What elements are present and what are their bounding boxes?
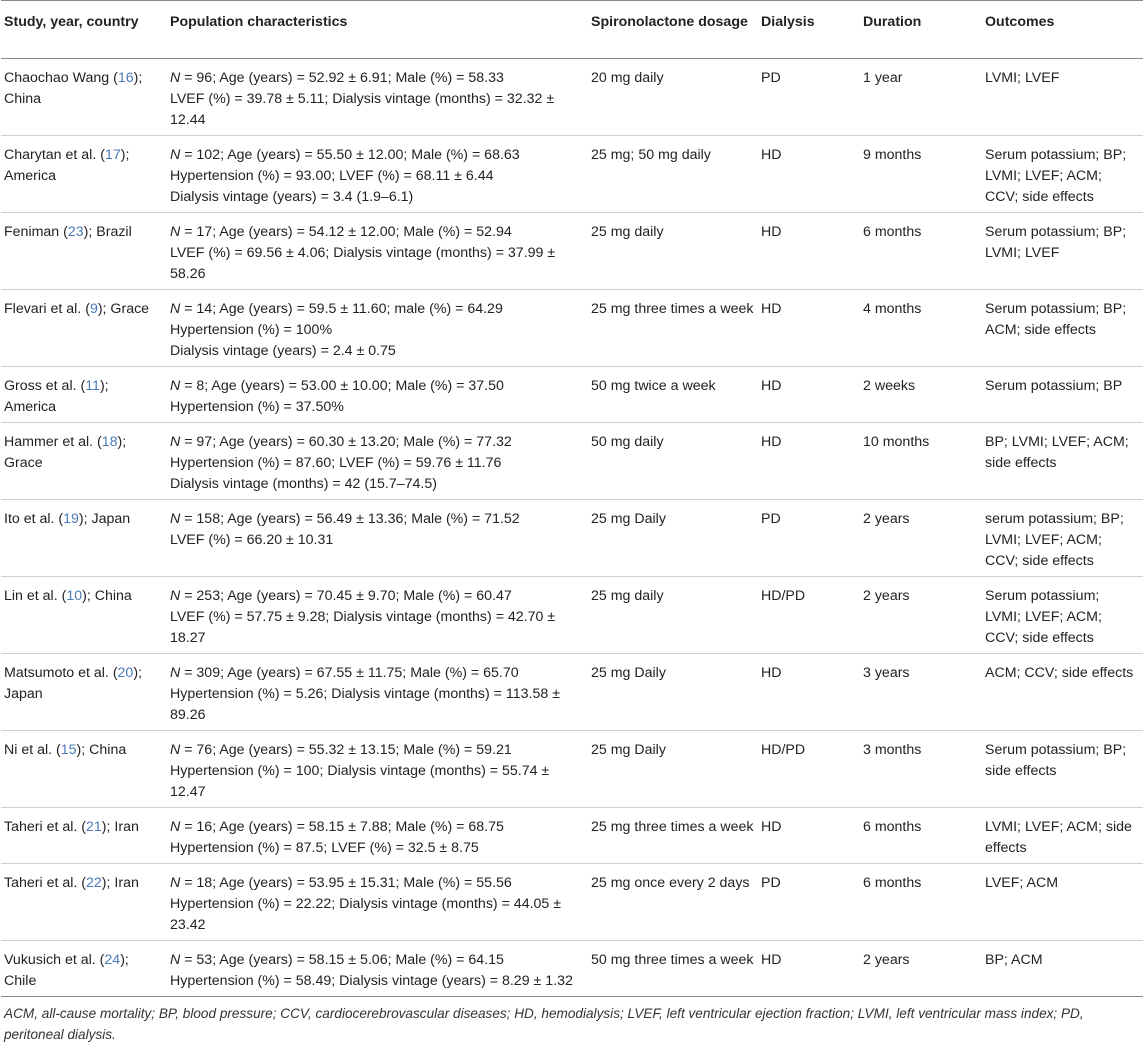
population-line: Hypertension (%) = 93.00; LVEF (%) = 68.11 ± 6.44 xyxy=(170,168,494,184)
table-row xyxy=(1,500,1143,577)
table-row xyxy=(1,577,1143,654)
population-line: N = 18; Age (years) = 53.95 ± 15.31; Male (%) = 55.56 xyxy=(170,875,512,891)
cell-outcomes: Serum potassium; BP xyxy=(985,378,1123,394)
header-population: Population characteristics xyxy=(167,1,588,59)
cell-duration: 10 months xyxy=(863,434,930,450)
cell-dialysis: HD xyxy=(761,147,782,163)
cell-population xyxy=(167,290,588,367)
study-country: ); Grace xyxy=(4,434,127,471)
population-line: LVEF (%) = 69.56 ± 4.06; Dialysis vintage (months) = 37.99 ± 58.26 xyxy=(170,245,556,282)
cell-population xyxy=(167,423,588,500)
cell-duration: 2 years xyxy=(863,952,910,968)
cell-outcomes: Serum potassium; BP; LVMI; LVEF; ACM; CCV; side effects xyxy=(985,147,1127,205)
cell-dialysis: PD xyxy=(761,511,781,527)
population-line: N = 96; Age (years) = 52.92 ± 6.91; Male (%) = 58.33 xyxy=(170,70,504,86)
cell-outcomes: LVMI; LVEF; ACM; side effects xyxy=(985,819,1132,856)
cell-duration: 3 years xyxy=(863,665,910,681)
population-line: Hypertension (%) = 58.49; Dialysis vintage (years) = 8.29 ± 1.32 xyxy=(170,973,573,989)
population-line: LVEF (%) = 57.75 ± 9.28; Dialysis vintage (months) = 42.70 ± 18.27 xyxy=(170,609,556,646)
population-line: N = 17; Age (years) = 54.12 ± 12.00; Male (%) = 52.94 xyxy=(170,224,512,240)
cell-dosage: 25 mg; 50 mg daily xyxy=(591,147,711,163)
table-body xyxy=(1,59,1143,997)
cell-dosage: 25 mg Daily xyxy=(591,742,666,758)
study-name: Vukusich et al. ( xyxy=(4,952,105,968)
cell-duration: 6 months xyxy=(863,224,922,240)
table-row xyxy=(1,731,1143,808)
cell-population xyxy=(167,577,588,654)
table-row xyxy=(1,290,1143,367)
cell-outcomes: Serum potassium; LVMI; LVEF; ACM; CCV; side effects xyxy=(985,588,1102,646)
study-name: Charytan et al. ( xyxy=(4,147,105,163)
cell-duration: 2 weeks xyxy=(863,378,916,394)
population-line: Hypertension (%) = 100% xyxy=(170,322,333,338)
header-dialysis: Dialysis xyxy=(758,1,860,59)
study-country: ); Japan xyxy=(4,665,142,702)
study-name: Gross et al. ( xyxy=(4,378,86,394)
cell-dosage: 25 mg three times a week xyxy=(591,819,754,835)
cell-outcomes: BP; LVMI; LVEF; ACM; side effects xyxy=(985,434,1129,471)
study-name: Ni et al. ( xyxy=(4,742,61,758)
study-country: ); Iran xyxy=(101,819,139,835)
population-line: Hypertension (%) = 87.60; LVEF (%) = 59.76 ± 11.76 xyxy=(170,455,502,471)
population-line: LVEF (%) = 66.20 ± 10.31 xyxy=(170,532,334,548)
reference-link[interactable]: 16 xyxy=(117,70,134,86)
population-line: N = 97; Age (years) = 60.30 ± 13.20; Male (%) = 77.32 xyxy=(170,434,512,450)
reference-link[interactable]: 9 xyxy=(89,301,98,317)
table-row xyxy=(1,136,1143,213)
population-line: N = 253; Age (years) = 70.45 ± 9.70; Male (%) = 60.47 xyxy=(170,588,512,604)
population-line: Hypertension (%) = 100; Dialysis vintage (months) = 55.74 ± 12.47 xyxy=(170,763,550,800)
table-row xyxy=(1,941,1143,997)
study-name: Taheri et al. ( xyxy=(4,875,87,891)
cell-study xyxy=(1,136,167,213)
table-footnote: ACM, all-cause mortality; BP, blood pressure; CCV, cardiocerebrovascular diseases; HD, hemodialysis; LVEF, left ventricular ejection fraction; LVMI, left ventricular mass index; PD, peritoneal dialysis. xyxy=(4,1006,1084,1042)
study-country: ); China xyxy=(82,588,132,604)
population-line: N = 309; Age (years) = 67.55 ± 11.75; Male (%) = 65.70 xyxy=(170,665,519,681)
study-name: Taheri et al. ( xyxy=(4,819,87,835)
cell-study xyxy=(1,367,167,423)
population-line: LVEF (%) = 39.78 ± 5.11; Dialysis vintage (months) = 32.32 ± 12.44 xyxy=(170,91,555,128)
cell-dialysis: HD xyxy=(761,819,782,835)
study-country: ); Brazil xyxy=(83,224,132,240)
population-line: N = 102; Age (years) = 55.50 ± 12.00; Male (%) = 68.63 xyxy=(170,147,520,163)
population-line: Dialysis vintage (years) = 3.4 (1.9–6.1) xyxy=(170,189,414,205)
cell-dosage: 25 mg Daily xyxy=(591,665,666,681)
cell-study xyxy=(1,731,167,808)
table-row xyxy=(1,808,1143,864)
cell-population xyxy=(167,136,588,213)
cell-population xyxy=(167,654,588,731)
cell-dialysis: HD xyxy=(761,378,782,394)
cell-duration: 4 months xyxy=(863,301,922,317)
population-line: N = 76; Age (years) = 55.32 ± 13.15; Male (%) = 59.21 xyxy=(170,742,512,758)
table-header xyxy=(1,1,1143,59)
population-line: Hypertension (%) = 22.22; Dialysis vintage (months) = 44.05 ± 23.42 xyxy=(170,896,562,933)
cell-dialysis: HD/PD xyxy=(761,742,806,758)
table-row xyxy=(1,423,1143,500)
cell-study xyxy=(1,59,167,136)
reference-link[interactable]: 10 xyxy=(66,588,83,604)
cell-population xyxy=(167,808,588,864)
cell-dosage: 25 mg daily xyxy=(591,224,664,240)
cell-population xyxy=(167,941,588,997)
population-line: Dialysis vintage (months) = 42 (15.7–74.5) xyxy=(170,476,437,492)
study-country: ); Grace xyxy=(97,301,150,317)
reference-link[interactable]: 15 xyxy=(60,742,77,758)
reference-link[interactable]: 23 xyxy=(67,224,84,240)
cell-dosage: 25 mg Daily xyxy=(591,511,666,527)
cell-outcomes: Serum potassium; BP; side effects xyxy=(985,742,1127,779)
cell-dosage: 20 mg daily xyxy=(591,70,664,86)
cell-dosage: 25 mg three times a week xyxy=(591,301,754,317)
study-name: Lin et al. ( xyxy=(4,588,67,604)
study-characteristics-table xyxy=(1,0,1143,997)
cell-duration: 2 years xyxy=(863,511,910,527)
header-study: Study, year, country xyxy=(1,1,167,59)
study-country: ); China xyxy=(76,742,127,758)
cell-dialysis: HD xyxy=(761,665,782,681)
study-country: ); Japan xyxy=(78,511,131,527)
study-country: ); China xyxy=(4,70,143,107)
cell-study xyxy=(1,654,167,731)
cell-duration: 2 years xyxy=(863,588,910,604)
cell-outcomes: BP; ACM xyxy=(985,952,1043,968)
cell-dialysis: HD xyxy=(761,952,782,968)
table-row xyxy=(1,367,1143,423)
cell-outcomes: serum potassium; BP; LVMI; LVEF; ACM; CCV; side effects xyxy=(985,511,1124,569)
study-name: Flevari et al. ( xyxy=(4,301,90,317)
population-line: N = 16; Age (years) = 58.15 ± 7.88; Male (%) = 68.75 xyxy=(170,819,504,835)
reference-link[interactable]: 24 xyxy=(104,952,121,968)
cell-study xyxy=(1,864,167,941)
reference-link[interactable]: 19 xyxy=(63,511,79,527)
population-line: N = 53; Age (years) = 58.15 ± 5.06; Male (%) = 64.15 xyxy=(170,952,504,968)
cell-dialysis: PD xyxy=(761,70,781,86)
cell-outcomes: LVMI; LVEF xyxy=(985,70,1060,86)
reference-link[interactable]: 18 xyxy=(101,434,118,450)
study-country: ); Chile xyxy=(4,952,129,989)
cell-study xyxy=(1,500,167,577)
cell-outcomes: Serum potassium; BP; LVMI; LVEF xyxy=(985,224,1127,261)
study-country: ); Iran xyxy=(101,875,139,891)
reference-link[interactable]: 21 xyxy=(86,819,102,835)
table-row xyxy=(1,213,1143,290)
cell-dialysis: HD xyxy=(761,224,782,240)
population-line: Hypertension (%) = 87.5; LVEF (%) = 32.5 ± 8.75 xyxy=(170,840,479,856)
cell-dialysis: HD xyxy=(761,301,782,317)
cell-dosage: 25 mg once every 2 days xyxy=(591,875,750,891)
study-name: Matsumoto et al. ( xyxy=(4,665,118,681)
cell-population xyxy=(167,500,588,577)
reference-link[interactable]: 17 xyxy=(104,147,121,163)
table-row xyxy=(1,654,1143,731)
population-line: N = 158; Age (years) = 56.49 ± 13.36; Male (%) = 71.52 xyxy=(170,511,520,527)
header-row xyxy=(1,1,1143,59)
cell-population xyxy=(167,59,588,136)
header-duration: Duration xyxy=(860,1,982,59)
cell-population xyxy=(167,731,588,808)
header-dosage: Spironolactone dosage xyxy=(588,1,758,59)
cell-dialysis: HD/PD xyxy=(761,588,806,604)
study-name: Ito et al. ( xyxy=(4,511,64,527)
cell-study xyxy=(1,577,167,654)
population-line: Hypertension (%) = 5.26; Dialysis vintage (months) = 113.58 ± 89.26 xyxy=(170,686,560,723)
header-outcomes: Outcomes xyxy=(982,1,1143,59)
table-row xyxy=(1,59,1143,136)
cell-dosage: 50 mg three times a week xyxy=(591,952,754,968)
cell-outcomes: LVEF; ACM xyxy=(985,875,1059,891)
study-name: Feniman ( xyxy=(4,224,68,240)
cell-duration: 3 months xyxy=(863,742,922,758)
reference-link[interactable]: 22 xyxy=(86,875,102,891)
cell-study xyxy=(1,213,167,290)
cell-dosage: 25 mg daily xyxy=(591,588,664,604)
table-row xyxy=(1,864,1143,941)
cell-population xyxy=(167,367,588,423)
cell-dialysis: HD xyxy=(761,434,782,450)
reference-link[interactable]: 11 xyxy=(85,378,100,394)
population-line: Hypertension (%) = 37.50% xyxy=(170,399,344,415)
study-name: Hammer et al. ( xyxy=(4,434,102,450)
study-country: ); America xyxy=(4,378,109,415)
cell-study xyxy=(1,423,167,500)
cell-study xyxy=(1,941,167,997)
cell-population xyxy=(167,213,588,290)
population-line: N = 14; Age (years) = 59.5 ± 11.60; male (%) = 64.29 xyxy=(170,301,503,317)
cell-dialysis: PD xyxy=(761,875,781,891)
study-country: ); America xyxy=(4,147,130,184)
cell-population xyxy=(167,864,588,941)
cell-duration: 6 months xyxy=(863,875,922,891)
cell-outcomes: ACM; CCV; side effects xyxy=(985,665,1134,681)
cell-duration: 6 months xyxy=(863,819,922,835)
population-line: Dialysis vintage (years) = 2.4 ± 0.75 xyxy=(170,343,396,359)
cell-study xyxy=(1,808,167,864)
reference-link[interactable]: 20 xyxy=(117,665,134,681)
study-name: Chaochao Wang ( xyxy=(4,70,118,86)
cell-outcomes: Serum potassium; BP; ACM; side effects xyxy=(985,301,1127,338)
cell-dosage: 50 mg twice a week xyxy=(591,378,716,394)
cell-duration: 9 months xyxy=(863,147,922,163)
cell-duration: 1 year xyxy=(863,70,903,86)
cell-dosage: 50 mg daily xyxy=(591,434,664,450)
population-line: N = 8; Age (years) = 53.00 ± 10.00; Male (%) = 37.50 xyxy=(170,378,504,394)
cell-study xyxy=(1,290,167,367)
